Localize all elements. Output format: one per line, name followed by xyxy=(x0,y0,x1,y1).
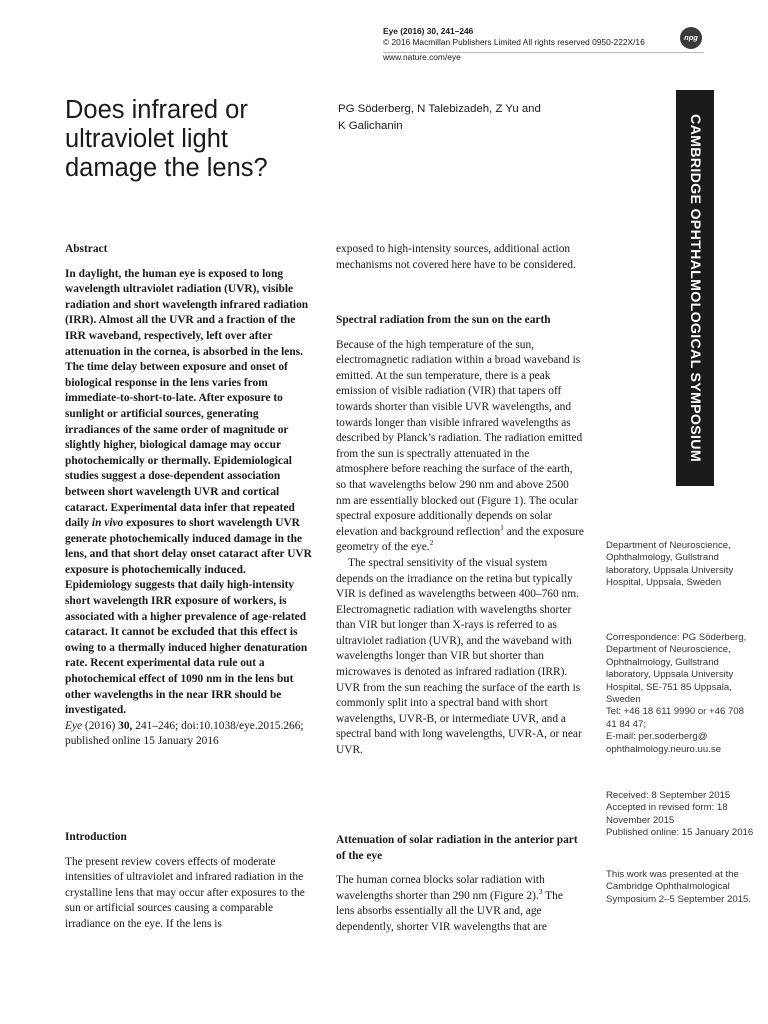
correspondence-block xyxy=(606,632,756,756)
affiliation-block xyxy=(606,540,756,590)
journal-header xyxy=(383,26,645,63)
published-date: Published online: 15 January 2016 xyxy=(606,827,754,839)
affiliation-text: Department of Neuroscience, Ophthalmology, Gullstrand laboratory, Uppsala University Hospital, Uppsala, Sweden xyxy=(606,540,734,589)
header-divider xyxy=(383,52,704,53)
spectral-paragraph-2: The spectral sensitivity of the visual system depends on the irradiance on the retina but typically VIR is defined as wavelengths between 400–760 nm. Electromagnetic radiation with wavelengths shorter than VIR but longer than X-rays is referred to as ultraviolet radiation (UVR), and the waveband with wavelengths longer than VIR but shorter than microwaves is denoted as infrared radiation (IRR). UVR from the sun reaching the surface of the earth is commonly split into a spectral band with short wavelengths, UVR-B, or intermediate UVR, and a spectral band with long wavelengths, UVR-A, or near UVR. xyxy=(336,556,582,757)
spectral-p1-text-b: and the exposure geometry of the eye. xyxy=(336,525,584,554)
symposium-banner-text: CAMBRIDGE OPHTHALMOLOGICAL SYMPOSIUM xyxy=(687,114,703,462)
copyright-line: © 2016 Macmillan Publishers Limited All rights reserved 0950-222X/16 xyxy=(383,37,645,47)
received-date: Received: 8 September 2015 xyxy=(606,790,731,801)
abstract-in-vivo: in vivo xyxy=(91,517,124,530)
introduction-section xyxy=(65,830,315,933)
spectral-p1-text-a: Because of the high temperature of the sun, electromagnetic radiation within a broad waveband is emitted. At the sun temperature, there is a peak emission of visible radiation (VIR) that tapers off towards shorter than visible UVR wavelengths, and towards longer than visible infrared wavelengths as described by Planck’s radiation. The radiation emitted from the sun is spectrally attenuated in the atmosphere before reaching the surface of the earth, so that wavelengths below 290 nm and above 2500 nm are essentially blocked out (Figure 1). The ocular spectral exposure additionally depends on solar elevation and background reflection xyxy=(336,338,583,538)
spectral-heading: Spectral radiation from the sun on the earth xyxy=(336,314,551,326)
author-line-2: K Galichanin xyxy=(338,120,403,132)
attenuation-text-a: The human cornea blocks solar radiation with wavelengths shorter than 290 nm (Figure 2). xyxy=(336,874,545,902)
article-title: Does infrared or ultraviolet light damage the lens? xyxy=(65,96,268,182)
correspondence-text: Correspondence: PG Söderberg, Department of Neuroscience, Ophthalmology, Gullstrand laboratory, Uppsala University Hospital, SE-751 85 Uppsala, Sweden xyxy=(606,632,747,706)
footnote-ref-2[interactable]: 2 xyxy=(429,538,434,548)
attenuation-text-b: The lens absorbs essentially all the UVR and, age dependently, shorter VIR wavelengths that are xyxy=(336,889,563,933)
footnote-ref-3[interactable]: 3 xyxy=(538,886,543,896)
abstract-text-1: In daylight, the human eye is exposed to long wavelength ultraviolet radiation (UVR), visible radiation and short wavelength infrared radiation (IRR). Almost all the UVR and a fraction of the IRR waveband, respectively, left over after attenuation in the cornea, is absorbed in the lens. The time delay between exposure and onset of biological response in the lens varies from immediate-to-short-to-late. After exposure to sunlight or artificial sources, generating irradiances of the same order of magnitude or slightly higher, biological damage may occur photochemically or thermally. Epidemiological studies suggest a dose-dependent association between short wavelength UVR and cortical cataract. Experimental data infer that repeated daily xyxy=(65,267,309,530)
author-line-1: PG Söderberg, N Talebizadeh, Z Yu and xyxy=(338,103,541,115)
symposium-banner xyxy=(676,90,714,486)
attenuation-text xyxy=(336,873,584,935)
column-2-continuation xyxy=(336,242,584,273)
cite-year: (2016) xyxy=(82,719,119,732)
accepted-date: Accepted in revised form: 18 November 2015 xyxy=(606,802,728,826)
spectral-section xyxy=(336,313,584,759)
dates-block xyxy=(606,790,756,840)
journal-url[interactable]: www.nature.com/eye xyxy=(383,52,461,62)
cite-volume: 30, xyxy=(118,719,133,732)
continuation-text: exposed to high-intensity sources, additional action mechanisms not covered here have to be considered. xyxy=(336,243,576,271)
author-list xyxy=(338,101,558,135)
introduction-text: The present review covers effects of moderate intensities of ultraviolet and infrared radiation in the crystalline lens that may occur after exposures to the sun or artificial sources causing a comparable irradiance on the eye. If the lens is xyxy=(65,855,305,930)
cite-doi: 241–246; doi:10.1038/eye.2015.266; published online 15 January 2016 xyxy=(65,719,304,748)
presentation-note-block xyxy=(606,869,756,906)
cite-journal: Eye xyxy=(65,719,83,732)
journal-citation: Eye (2016) 30, 241–246 xyxy=(383,26,474,36)
abstract-body xyxy=(65,267,315,719)
spectral-paragraph-1 xyxy=(336,338,584,556)
email-text[interactable]: E-mail: per.soderberg@ ophthalmology.neuro.uu.se xyxy=(606,731,722,755)
telephone-text: Tel: +46 18 611 9990 or +46 708 41 84 47; xyxy=(606,706,744,730)
introduction-heading: Introduction xyxy=(65,831,127,843)
presentation-note: This work was presented at the Cambridge Ophthalmological Symposium 2–5 September 2015. xyxy=(606,869,752,905)
abstract-text-2: exposures to short wavelength UVR generate photochemically induced damage in the lens, and that short delay onset cataract after UVR exposure is photochemically induced. Epidemiology suggests that daily high-intensity short wavelength IRR exposure of workers, is associated with a higher prevalence of age-related cataract. It cannot be excluded that this effect is owing to a thermally induced higher denaturation rate. Recent experimental data rule out a photochemical effect of 1090 nm in the lens but other wavelengths in the near IRR should be investigated. xyxy=(65,517,312,717)
footnote-ref-1[interactable]: 1 xyxy=(500,522,504,532)
npg-logo: npg xyxy=(680,27,702,49)
attenuation-heading: Attenuation of solar radiation in the anterior part of the eye xyxy=(336,834,578,862)
abstract-heading: Abstract xyxy=(65,243,108,255)
abstract-section xyxy=(65,242,315,750)
attenuation-section xyxy=(336,833,584,936)
abstract-citation xyxy=(65,719,315,750)
